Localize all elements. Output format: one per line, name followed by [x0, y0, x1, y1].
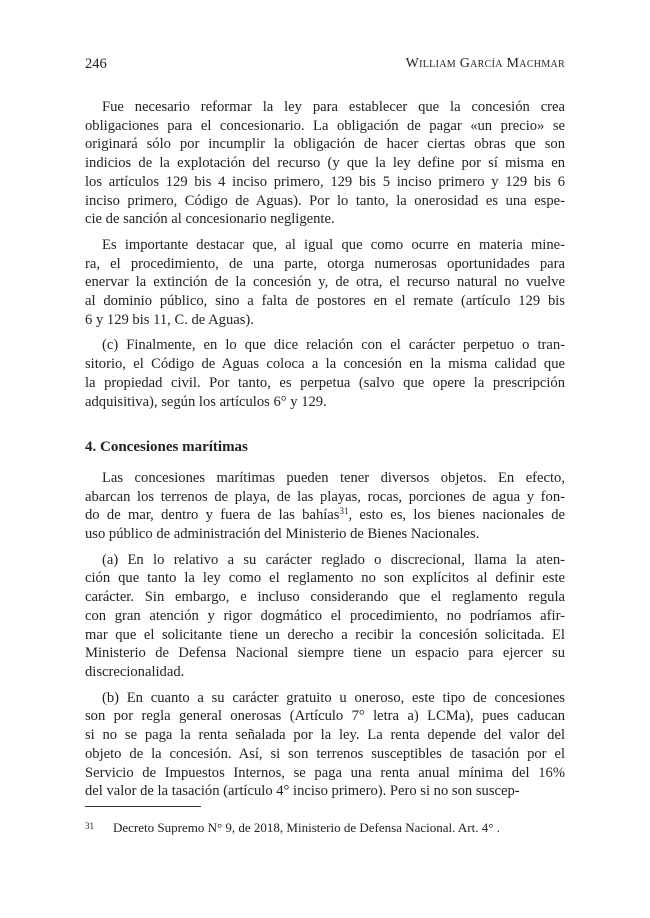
text-line: objeto de la concesión. Así, si son terrenos susceptibles de tasación por el [85, 745, 565, 762]
text-line: con gran atención y rigor dogmático el procedimiento, no podríamos afir- [85, 607, 565, 624]
text-line: abarcan los terrenos de playa, de las playas, rocas, porciones de agua y fon- [85, 488, 565, 505]
text-line: uso público de administración del Ministerio de Bienes Nacionales. [85, 526, 480, 543]
text-line: Las concesiones marítimas pueden tener diversos objetos. En efecto, [102, 469, 565, 486]
running-header [85, 56, 565, 73]
text-line: inciso primero, Código de Aguas). Por lo tanto, la onerosidad es una espe- [85, 192, 565, 209]
text-line: (c) Finalmente, en lo que dice relación con el carácter perpetuo o tran- [102, 337, 565, 354]
paragraph [85, 469, 565, 544]
paragraph [85, 689, 565, 801]
paragraph-group-1 [85, 98, 565, 411]
paragraph [85, 336, 565, 411]
section-heading: 4. Concesiones marítimas [85, 439, 248, 456]
body-text [85, 98, 565, 808]
text-line: (b) En cuanto a su carácter gratuito u oneroso, este tipo de concesiones [102, 689, 565, 706]
text-line: la propiedad civil. Por tanto, es perpetua (salvo que opere la prescripción [85, 374, 565, 391]
paragraph [85, 551, 565, 682]
text-line: obligaciones para el concesionario. La obligación de pagar «un precio» se [85, 117, 565, 134]
text-line: sitorio, el Código de Aguas coloca a la concesión en la misma calidad que [85, 356, 565, 373]
text-line: discrecionalidad. [85, 663, 185, 680]
paragraph-group-2 [85, 469, 565, 801]
text-line: cie de sanción al concesionario negligente. [85, 211, 335, 228]
text-line: son por regla general onerosas (Artículo 7° letra a) LCMa), pues caducan [85, 708, 565, 725]
text-line: Ministerio de Defensa Nacional siempre tiene un espacio para ejercer su [85, 645, 565, 662]
text-line: los artículos 129 bis 4 inciso primero, 129 bis 5 inciso primero y 129 bis 6 [85, 173, 565, 190]
text-line [85, 506, 565, 525]
text-line: del valor de la tasación (artículo 4° inciso primero). Pero si no son suscep- [85, 783, 520, 800]
footnote-divider [85, 806, 201, 807]
running-author: William García Machmar [405, 56, 565, 71]
paragraph [85, 236, 565, 330]
text-line: Fue necesario reformar la ley para establecer que la concesión crea [102, 99, 565, 115]
footnote-text: Decreto Supremo N° 9, de 2018, Ministerio de Defensa Nacional. Art. 4° . [113, 820, 500, 835]
text-line: ra, el procedimiento, de una parte, otorga numerosas oportunidades para [85, 255, 565, 272]
footnote [85, 820, 565, 836]
text-line: adquisitiva), según los artículos 6° y 129. [85, 393, 327, 410]
text-line: (a) En lo relativo a su carácter reglado o discrecional, llama la aten- [102, 551, 565, 568]
text-line: originará sólo por incumplir la obligación de hacer ciertas obras que son [85, 136, 565, 153]
text-line: si no se paga la renta señalada por la ley. La renta depende del valor del [85, 727, 565, 744]
text-line: Servicio de Impuestos Internos, se paga una renta anual mínima del 16% [85, 764, 565, 781]
text-line: mar que el solicitante tiene un derecho a recibir la concesión solicitada. El [85, 626, 565, 643]
text-line: enervar la extinción de la concesión y, de otra, el recurso natural no vuelve [85, 274, 565, 291]
text-run: , esto es, los bienes nacionales de [348, 507, 565, 524]
text-line: indicios de la explotación del recurso (y que la ley define por sí misma en [85, 155, 565, 172]
page-number: 246 [85, 56, 107, 72]
text-line: ción que tanto la ley como el reglamento no son explícitos al definir este [85, 570, 565, 587]
text-run: do de mar, dentro y fuera de las bahías [85, 507, 340, 524]
paragraph [85, 98, 565, 229]
text-line: Es importante destacar que, al igual que como ocurre en materia mine- [102, 236, 565, 253]
footnote-reference[interactable]: 31 [339, 506, 349, 517]
text-line: carácter. Sin embargo, e incluso considerando que el reglamento regula [85, 589, 565, 606]
text-line: al dominio público, sino a falta de postores en el remate (artículo 129 bis [85, 293, 565, 310]
footnote-number: 31 [85, 821, 94, 831]
text-line: 6 y 129 bis 11, C. de Aguas). [85, 311, 254, 328]
